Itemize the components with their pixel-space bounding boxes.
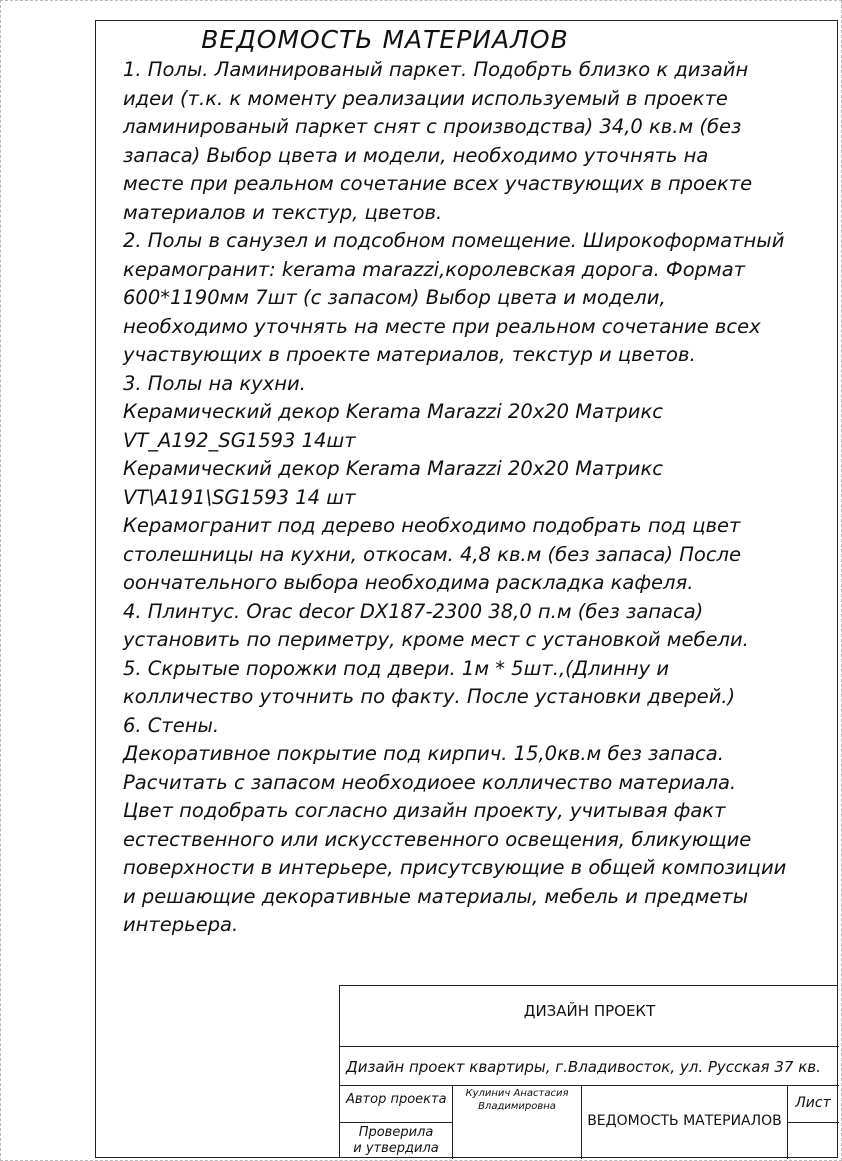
text-line: 600*1190мм 7шт (с запасом) Выбор цвета и модели,	[123, 286, 666, 309]
stamp-checked-label-1: Проверила	[358, 1125, 434, 1140]
stamp-author-name-2: Владимировна	[478, 1101, 556, 1112]
text-line: Цвет подобрать согласно дизайн проекту, учитывая факт	[123, 799, 726, 822]
text-line: VT\A191\SG1593 14 шт	[123, 485, 356, 509]
text-line: запаса) Выбор цвета и модели, необходимо уточнять на	[123, 143, 709, 167]
text-line: 5. Скрытые порожки под двери. 1м * 5шт.,(Длинну и	[123, 656, 670, 680]
text-line: Керамический декор Kerama Marazzi 20х20 Матрикс	[123, 457, 663, 480]
stamp-checked-label-2: и утвердила	[353, 1141, 439, 1156]
text-line: 6. Стены.	[123, 713, 220, 737]
stamp-divider-4	[787, 1122, 839, 1123]
text-line: 3. Полы на кухни.	[123, 371, 306, 395]
stamp-divider-3	[340, 1122, 452, 1123]
text-line: столешницы на кухни, откосам. 4,8 кв.м (без запаса) После	[123, 542, 742, 566]
text-line: Керамический декор Kerama Marazzi 20х20 Матрикс	[123, 400, 663, 423]
text-line: и решающие декоративные материалы, мебель и предметы	[123, 884, 749, 908]
text-line: колличество уточнить по факту. После установки дверей.)	[123, 685, 736, 708]
text-line: Керамогранит под дерево необходимо подобрать под цвет	[123, 514, 741, 537]
text-line: необходимо уточнять на месте при реальном сочетание всех	[123, 314, 761, 338]
text-line: 2. Полы в санузел и подсобном помещение. Широкоформатный	[123, 229, 785, 252]
text-line: ламинированый паркет снят с производства) 34,0 кв.м (без	[123, 115, 742, 138]
text-line: 1. Полы. Ламинированый паркет. Подобрть близко к дизайн	[123, 58, 749, 81]
stamp-sheet-label: Лист	[795, 1095, 831, 1111]
text-line: 4. Плинтус. Orac decor DX187-2300 38,0 п.м (без запаса)	[123, 599, 704, 623]
text-line: интерьера.	[123, 913, 239, 936]
text-line: Декоративное покрытие под кирпич. 15,0кв.м без запаса.	[123, 742, 724, 765]
stamp-divider-1	[340, 1046, 839, 1047]
document-title: ВЕДОМОСТЬ МАТЕРИАЛОВ	[201, 25, 569, 54]
text-line: керамогранит: kerama marazzi,королевская дорога. Формат	[123, 257, 746, 281]
text-line: естественного или искусстевенного освещения, бликующие	[123, 827, 752, 851]
text-line: поверхности в интерьере, присутсвующие в общей композиции	[123, 856, 787, 879]
stamp-author-label: Автор проекта	[346, 1092, 447, 1107]
stamp-divider-2	[340, 1085, 839, 1086]
text-line: оончательного выбора необходима раскладка кафеля.	[123, 571, 694, 594]
stamp-project: Дизайн проект квартиры, г.Владивосток, ул. Русская 37 кв.	[346, 1058, 821, 1076]
text-line: участвующих в проекте материалов, текстур и цветов.	[123, 343, 696, 366]
materials-list	[123, 56, 828, 940]
title-block	[339, 985, 838, 1158]
text-line: месте при реальном сочетание всех участвующих в проекте	[123, 172, 753, 195]
stamp-header: ДИЗАЙН ПРОЕКТ	[523, 1002, 656, 1020]
stamp-author-name-1: Кулинич Анастасия	[465, 1088, 569, 1099]
text-line: материалов и текстур, цветов.	[123, 200, 443, 224]
stamp-sheet-title: ВЕДОМОСТЬ МАТЕРИАЛОВ	[587, 1113, 782, 1129]
text-line: Расчитать с запасом необходиоее колличество материала.	[123, 770, 737, 794]
text-line: идеи (т.к. к моменту реализации используемый в проекте	[123, 86, 728, 110]
text-line: VT_A192_SG1593 14шт	[123, 428, 356, 452]
text-line: установить по периметру, кроме мест с установкой мебели.	[123, 628, 749, 651]
